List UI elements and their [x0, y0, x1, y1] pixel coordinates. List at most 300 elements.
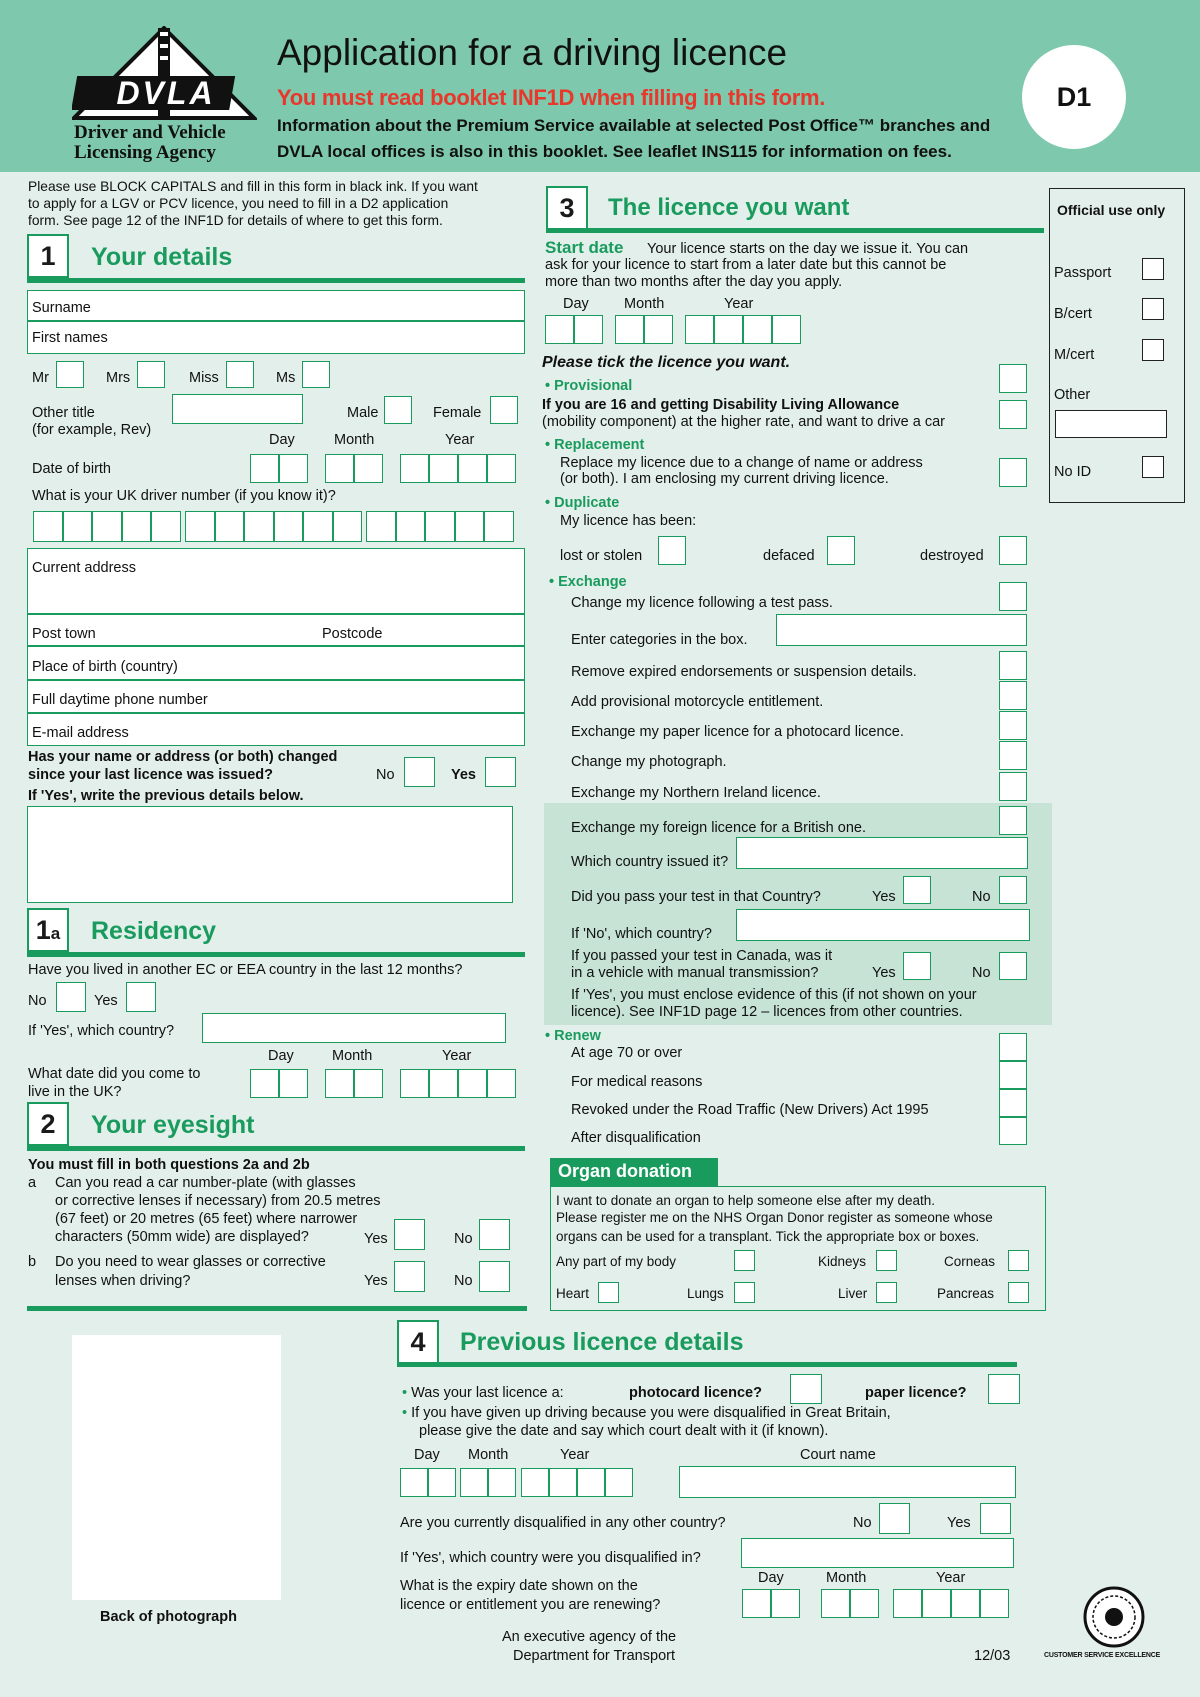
bcert-checkbox[interactable]	[1142, 298, 1164, 320]
pass-test-yes-label: Yes	[872, 889, 896, 905]
lungs-checkbox[interactable]	[734, 1282, 755, 1303]
info-line-2: DVLA local offices is also in this booklet. See leaflet INS115 for information on fees.	[277, 142, 952, 161]
other-title-input[interactable]	[172, 394, 303, 424]
divider	[27, 679, 525, 681]
canada-yes-label: Yes	[872, 965, 896, 981]
digit-box[interactable]	[92, 511, 122, 542]
defaced-label: defaced	[763, 548, 815, 564]
digit-box[interactable]	[922, 1589, 951, 1618]
footer-agency-line-2: Department for Transport	[513, 1648, 675, 1664]
eyesight-b-yes-checkbox[interactable]	[394, 1261, 425, 1292]
eyesight-b-no-label: No	[454, 1273, 473, 1289]
official-use-panel	[1049, 188, 1185, 503]
section-3-title: The licence you want	[608, 194, 850, 221]
intro-line-2: to apply for a LGV or PCV licence, you need to fill in a D2 application	[28, 196, 449, 211]
digit-box[interactable]	[951, 1589, 980, 1618]
replacement-checkbox[interactable]	[999, 458, 1027, 487]
expiry-question-2: licence or entitlement you are renewing?	[400, 1597, 661, 1613]
agency-line-2: Licensing Agency	[74, 142, 216, 163]
previous-details-input[interactable]	[27, 806, 513, 903]
digit-box[interactable]	[893, 1589, 922, 1618]
section-3-number: 3	[546, 186, 588, 230]
digit-box[interactable]	[458, 454, 487, 483]
eyesight-must-label: You must fill in both questions 2a and 2b	[28, 1157, 310, 1173]
surname-label: Surname	[32, 300, 91, 316]
categories-label: Enter categories in the box.	[571, 632, 748, 648]
section-1-title: Your details	[91, 243, 233, 271]
replacement-heading: • Replacement	[545, 437, 645, 453]
logo-text: DVLA	[116, 75, 216, 111]
canada-yes-checkbox[interactable]	[903, 952, 931, 980]
disq-day-label: Day	[414, 1447, 440, 1463]
warning-text: You must read booklet INF1D when filling in this form.	[277, 85, 826, 110]
digit-box[interactable]	[400, 1468, 428, 1497]
categories-input[interactable]	[776, 614, 1027, 646]
duplicate-label: Duplicate	[554, 495, 620, 511]
exchange-test-pass-label: Change my licence following a test pass.	[571, 595, 833, 611]
eyesight-b-line-2: lenses when driving?	[55, 1273, 191, 1289]
phone-input[interactable]	[240, 682, 520, 710]
residency-question: Have you lived in another EC or EEA country in the last 12 months?	[28, 962, 463, 978]
photo-caption: Back of photograph	[100, 1609, 237, 1625]
female-label: Female	[433, 405, 482, 421]
section-4-rule	[397, 1362, 1017, 1367]
residency-country-label: If 'Yes', which country?	[28, 1023, 175, 1039]
digit-box[interactable]	[303, 511, 333, 542]
mr-checkbox[interactable]	[56, 361, 84, 388]
replacement-label: Replacement	[554, 437, 645, 453]
duplicate-heading: • Duplicate	[545, 495, 620, 511]
digit-box[interactable]	[185, 511, 215, 542]
lost-stolen-label: lost or stolen	[560, 548, 643, 564]
agency-line-1: Driver and Vehicle	[74, 122, 226, 143]
form-code-badge	[1022, 45, 1126, 149]
digit-box[interactable]	[742, 1589, 771, 1618]
current-address-input[interactable]	[160, 550, 520, 610]
intro-line-1: Please use BLOCK CAPITALS and fill in this form in black ink. If you want	[28, 179, 478, 194]
other-title-example: (for example, Rev)	[32, 422, 152, 438]
mr-label: Mr	[32, 370, 49, 386]
section-1-number: 1	[27, 234, 69, 278]
section-4-number: 4	[397, 1320, 439, 1364]
info-line-1: Information about the Premium Service available at selected Post Office™ branches and	[277, 116, 991, 135]
digit-box[interactable]	[354, 1069, 383, 1098]
digit-box[interactable]	[366, 511, 396, 542]
digit-box[interactable]	[577, 1468, 605, 1497]
digit-box[interactable]	[850, 1589, 879, 1618]
pass-test-country-label: Did you pass your test in that Country?	[571, 889, 821, 905]
digit-box[interactable]	[215, 511, 245, 542]
mcert-label: M/cert	[1054, 347, 1095, 363]
uk-date-year-label: Year	[442, 1048, 472, 1064]
digit-box[interactable]	[714, 315, 743, 344]
digit-box[interactable]	[455, 511, 485, 542]
evidence-line-1: If 'Yes', you must enclose evidence of this (if not shown on your	[571, 987, 977, 1003]
corneas-checkbox[interactable]	[1008, 1250, 1029, 1271]
residency-yes-checkbox[interactable]	[126, 982, 156, 1012]
digit-box[interactable]	[821, 1589, 850, 1618]
exchange-label: Exchange	[558, 574, 627, 590]
destroyed-label: destroyed	[920, 548, 984, 564]
photocard-checkbox[interactable]	[790, 1374, 822, 1404]
canada-no-label: No	[972, 965, 991, 981]
digit-box[interactable]	[771, 1589, 800, 1618]
current-address-label: Current address	[32, 560, 136, 576]
provisional-label: Provisional	[554, 378, 633, 394]
start-line-3: more than two months after the day you apply.	[545, 274, 843, 290]
digit-box[interactable]	[244, 511, 274, 542]
digit-box[interactable]	[274, 511, 304, 542]
if-yes-previous-label: If 'Yes', write the previous details below.	[28, 788, 304, 804]
service-excellence-text: CUSTOMER SERVICE EXCELLENCE	[1044, 1652, 1161, 1659]
other-id-label: Other	[1054, 387, 1091, 403]
digit-box[interactable]	[685, 315, 714, 344]
change-photograph-label: Change my photograph.	[571, 754, 727, 770]
digit-box[interactable]	[279, 1069, 308, 1098]
if-no-country-label: If 'No', which country?	[571, 926, 712, 942]
male-checkbox[interactable]	[384, 396, 412, 424]
digit-box[interactable]	[63, 511, 93, 542]
organ-line-2: Please register me on the NHS Organ Donor register as someone whose	[556, 1210, 993, 1225]
tick-instruction: Please tick the licence you want.	[542, 354, 791, 371]
eyesight-a-line-3: (67 feet) or 20 metres (65 feet) where narrower	[55, 1211, 358, 1227]
paper-to-photocard-checkbox[interactable]	[999, 711, 1027, 740]
no-id-label: No ID	[1054, 464, 1092, 480]
eyesight-b-line-1: Do you need to wear glasses or corrective	[55, 1254, 326, 1270]
which-country-issued-label: Which country issued it?	[571, 854, 729, 870]
postcode-label: Postcode	[322, 626, 383, 642]
start-day-label: Day	[563, 296, 589, 312]
digit-box[interactable]	[333, 511, 363, 542]
court-name-input[interactable]	[679, 1466, 1016, 1498]
disq-year-label: Year	[560, 1447, 590, 1463]
passport-checkbox[interactable]	[1142, 258, 1164, 280]
lungs-label: Lungs	[687, 1286, 724, 1301]
eyesight-b-letter: b	[28, 1254, 37, 1270]
digit-box[interactable]	[615, 315, 644, 344]
country-issued-input[interactable]	[736, 837, 1028, 869]
court-name-label: Court name	[800, 1447, 876, 1463]
changed-yes-label: Yes	[451, 767, 476, 783]
other-title-label: Other title	[32, 405, 95, 421]
digit-box[interactable]	[980, 1589, 1009, 1618]
organ-line-1: I want to donate an organ to help someone else after my death.	[556, 1193, 935, 1208]
renew-70-checkbox[interactable]	[999, 1033, 1027, 1061]
renew-medical-checkbox[interactable]	[999, 1061, 1027, 1089]
digit-box[interactable]	[429, 1069, 458, 1098]
uk-date-question-1: What date did you come to	[28, 1066, 201, 1082]
email-input[interactable]	[145, 715, 520, 743]
heart-label: Heart	[556, 1286, 590, 1301]
section-2-bottom-rule	[27, 1306, 527, 1311]
liver-checkbox[interactable]	[876, 1282, 897, 1303]
canada-line-2: in a vehicle with manual transmission?	[571, 965, 819, 981]
mcert-checkbox[interactable]	[1142, 339, 1164, 361]
change-photograph-checkbox[interactable]	[999, 741, 1027, 770]
add-motorcycle-label: Add provisional motorcycle entitlement.	[571, 694, 824, 710]
dob-label: Date of birth	[32, 461, 111, 477]
digit-box[interactable]	[428, 1468, 456, 1497]
service-excellence-icon	[1082, 1585, 1146, 1649]
dob-year-label: Year	[445, 432, 475, 448]
defaced-checkbox[interactable]	[827, 536, 855, 565]
provisional-heading: • Provisional	[545, 378, 633, 394]
digit-box[interactable]	[396, 511, 426, 542]
form-code: D1	[1056, 82, 1092, 112]
disqualified-gb-line-2: please give the date and say which court dealt with it (if known).	[419, 1423, 829, 1439]
passport-label: Passport	[1054, 265, 1112, 281]
digit-box[interactable]	[545, 315, 574, 344]
kidneys-label: Kidneys	[818, 1254, 867, 1269]
start-year-label: Year	[724, 296, 754, 312]
section-2-title: Your eyesight	[91, 1111, 255, 1139]
changed-no-checkbox[interactable]	[404, 757, 435, 787]
place-of-birth-input[interactable]	[200, 648, 520, 677]
residency-country-input[interactable]	[202, 1013, 506, 1043]
digit-box[interactable]	[644, 315, 673, 344]
changed-question-line-1: Has your name or address (or both) changed	[28, 749, 338, 765]
official-use-title: Official use only	[1057, 202, 1166, 218]
provisional-dla-line-1: If you are 16 and getting Disability Living Allowance	[542, 397, 900, 413]
surname-input[interactable]	[120, 292, 520, 318]
digit-box[interactable]	[574, 315, 603, 344]
provisional-dla-checkbox[interactable]	[999, 400, 1027, 429]
duplicate-line: My licence has been:	[560, 513, 697, 529]
if-no-country-input[interactable]	[736, 909, 1030, 941]
disqualified-country-label: If 'Yes', which country were you disqualified in?	[400, 1550, 701, 1566]
digit-box[interactable]	[743, 315, 772, 344]
mrs-label: Mrs	[106, 370, 131, 386]
digit-box[interactable]	[487, 454, 516, 483]
any-part-checkbox[interactable]	[734, 1250, 755, 1271]
header-band	[0, 0, 1200, 172]
residency-no-label: No	[28, 993, 47, 1009]
digit-box[interactable]	[250, 454, 279, 483]
post-town-label: Post town	[32, 626, 96, 642]
uk-date-question-2: live in the UK?	[28, 1084, 122, 1100]
organ-donation-title: Organ donation	[558, 1161, 692, 1181]
canada-no-checkbox[interactable]	[999, 952, 1027, 980]
dob-day-label: Day	[269, 432, 295, 448]
photocard-label: photocard licence?	[629, 1385, 762, 1401]
disqualified-other-question: Are you currently disqualified in any other country?	[400, 1515, 726, 1531]
paper-to-photocard-label: Exchange my paper licence for a photocard licence.	[571, 724, 904, 740]
changed-no-label: No	[376, 767, 395, 783]
eyesight-a-line-2: or corrective lenses if necessary) from 20.5 metres	[55, 1193, 381, 1209]
section-1a-suffix: a	[50, 924, 61, 943]
digit-box[interactable]	[250, 1069, 279, 1098]
disqualified-other-yes-checkbox[interactable]	[980, 1503, 1011, 1534]
residency-yes-label: Yes	[94, 993, 118, 1009]
section-1a-title: Residency	[91, 917, 217, 945]
last-licence-question: • Was your last licence a:	[402, 1385, 564, 1401]
digit-box[interactable]	[325, 454, 354, 483]
paper-checkbox[interactable]	[988, 1374, 1020, 1404]
replacement-line-2: (or both). I am enclosing my current driving licence.	[560, 471, 889, 487]
remove-endorsements-label: Remove expired endorsements or suspension details.	[571, 664, 917, 680]
liver-label: Liver	[838, 1286, 868, 1301]
section-2-number: 2	[27, 1102, 69, 1146]
no-id-checkbox[interactable]	[1142, 456, 1164, 478]
renew-disqualification-checkbox[interactable]	[999, 1117, 1027, 1145]
photo-area	[72, 1335, 281, 1600]
digit-box[interactable]	[425, 511, 455, 542]
miss-checkbox[interactable]	[226, 361, 254, 388]
postcode-input[interactable]	[395, 616, 520, 643]
renew-disqualification-label: After disqualification	[571, 1130, 701, 1146]
digit-box[interactable]	[122, 511, 152, 542]
changed-yes-checkbox[interactable]	[485, 757, 516, 787]
eyesight-a-no-checkbox[interactable]	[479, 1219, 510, 1250]
pass-test-no-label: No	[972, 889, 991, 905]
digit-box[interactable]	[488, 1468, 516, 1497]
exchange-heading: • Exchange	[549, 574, 627, 590]
digit-box[interactable]	[429, 454, 458, 483]
mrs-checkbox[interactable]	[137, 361, 165, 388]
replacement-line-1: Replace my licence due to a change of name or address	[560, 455, 923, 471]
miss-label: Miss	[189, 370, 219, 386]
eyesight-a-yes-checkbox[interactable]	[394, 1219, 425, 1250]
digit-box[interactable]	[772, 315, 801, 344]
expiry-day-label: Day	[758, 1570, 784, 1586]
northern-ireland-label: Exchange my Northern Ireland licence.	[571, 785, 821, 801]
digit-box[interactable]	[33, 511, 63, 542]
phone-label: Full daytime phone number	[32, 692, 208, 708]
female-checkbox[interactable]	[490, 396, 518, 424]
other-id-input[interactable]	[1055, 410, 1167, 438]
renew-70-label: At age 70 or over	[571, 1045, 683, 1061]
section-1a-number	[27, 908, 69, 952]
divider	[27, 645, 525, 647]
eyesight-a-yes-label: Yes	[364, 1231, 388, 1247]
male-label: Male	[347, 405, 379, 421]
ms-checkbox[interactable]	[302, 361, 330, 388]
disqualified-gb-text-1: If you have given up driving because you were disqualified in Great Britain,	[411, 1405, 891, 1421]
digit-box[interactable]	[400, 454, 429, 483]
section-4-title: Previous licence details	[460, 1328, 744, 1356]
email-label: E-mail address	[32, 725, 129, 741]
footer-agency-line-1: An executive agency of the	[502, 1629, 677, 1645]
pass-test-no-checkbox[interactable]	[999, 876, 1027, 904]
kidneys-checkbox[interactable]	[876, 1250, 897, 1271]
dvla-logo	[72, 26, 257, 122]
digit-box[interactable]	[605, 1468, 633, 1497]
digit-box[interactable]	[151, 511, 181, 542]
ms-label: Ms	[276, 370, 296, 386]
eyesight-b-yes-label: Yes	[364, 1273, 388, 1289]
paper-label: paper licence?	[865, 1385, 967, 1401]
dob-month-label: Month	[334, 432, 375, 448]
start-month-label: Month	[624, 296, 665, 312]
pancreas-label: Pancreas	[937, 1286, 995, 1301]
eyesight-b-no-checkbox[interactable]	[479, 1261, 510, 1292]
provisional-checkbox[interactable]	[999, 364, 1027, 393]
foreign-licence-checkbox[interactable]	[999, 806, 1027, 835]
start-date-label: Start date	[545, 238, 624, 257]
intro-line-3: form. See page 12 of the INF1D for details of where to get this form.	[28, 213, 443, 228]
changed-question-line-2: since your last licence was issued?	[28, 767, 273, 783]
section-1a-rule	[27, 952, 525, 957]
disqualified-other-no-label: No	[853, 1515, 872, 1531]
section-1-rule	[27, 278, 525, 283]
driver-number-label: What is your UK driver number (if you know it)?	[32, 488, 336, 504]
renew-revoked-label: Revoked under the Road Traffic (New Drivers) Act 1995	[571, 1102, 929, 1118]
divider	[27, 712, 525, 714]
canada-line-1: If you passed your test in Canada, was it	[571, 948, 833, 964]
last-licence-label: Was your last licence a:	[411, 1385, 564, 1401]
renew-label: Renew	[554, 1028, 601, 1044]
eyesight-a-no-label: No	[454, 1231, 473, 1247]
renew-medical-label: For medical reasons	[571, 1074, 703, 1090]
digit-box[interactable]	[354, 454, 383, 483]
foreign-licence-label: Exchange my foreign licence for a British one.	[571, 820, 866, 836]
digit-box[interactable]	[279, 454, 308, 483]
renew-heading: • Renew	[545, 1028, 601, 1044]
uk-date-day-label: Day	[268, 1048, 294, 1064]
expiry-question-1: What is the expiry date shown on the	[400, 1578, 638, 1594]
renew-revoked-checkbox[interactable]	[999, 1089, 1027, 1117]
organ-line-3: organs can be used for a transplant. Tick the appropriate box or boxes.	[556, 1229, 980, 1244]
provisional-dla-line-2: (mobility component) at the higher rate, and want to drive a car	[542, 414, 945, 430]
section-2-rule	[27, 1146, 525, 1151]
uk-date-month-label: Month	[332, 1048, 373, 1064]
disqualified-other-no-checkbox[interactable]	[879, 1503, 910, 1534]
northern-ireland-checkbox[interactable]	[999, 772, 1027, 801]
section-1a-num: 1	[35, 915, 51, 945]
section-3-rule	[546, 228, 1044, 233]
digit-box[interactable]	[487, 1069, 516, 1098]
start-line-2: ask for your licence to start from a later date but this cannot be	[545, 257, 947, 273]
add-motorcycle-checkbox[interactable]	[999, 681, 1027, 710]
bcert-label: B/cert	[1054, 306, 1092, 322]
heart-checkbox[interactable]	[598, 1282, 619, 1303]
lost-stolen-checkbox[interactable]	[658, 536, 686, 565]
digit-box[interactable]	[458, 1069, 487, 1098]
pass-test-yes-checkbox[interactable]	[903, 876, 931, 904]
digit-box[interactable]	[484, 511, 514, 542]
post-town-input[interactable]	[110, 616, 310, 643]
footer-date: 12/03	[974, 1648, 1011, 1664]
eyesight-a-letter: a	[28, 1175, 37, 1191]
destroyed-checkbox[interactable]	[999, 536, 1027, 565]
remove-endorsements-checkbox[interactable]	[999, 651, 1027, 680]
disqualified-gb-line-1: • If you have given up driving because you were disqualified in Great Britain,	[402, 1405, 891, 1421]
exchange-test-pass-checkbox[interactable]	[999, 582, 1027, 611]
place-of-birth-label: Place of birth (country)	[32, 659, 178, 675]
eyesight-a-line-1: Can you read a car number-plate (with glasses	[55, 1175, 356, 1191]
eyesight-a-line-4: characters (50mm wide) are displayed?	[55, 1229, 309, 1245]
pancreas-checkbox[interactable]	[1008, 1282, 1029, 1303]
digit-box[interactable]	[460, 1468, 488, 1497]
first-names-label: First names	[32, 330, 108, 346]
digit-box[interactable]	[521, 1468, 549, 1497]
divider	[27, 320, 525, 322]
any-part-label: Any part of my body	[556, 1254, 677, 1269]
digit-box[interactable]	[400, 1069, 429, 1098]
residency-no-checkbox[interactable]	[56, 982, 86, 1012]
digit-box[interactable]	[325, 1069, 354, 1098]
digit-box[interactable]	[549, 1468, 577, 1497]
expiry-month-label: Month	[826, 1570, 867, 1586]
divider	[27, 613, 525, 615]
evidence-line-2: licence). See INF1D page 12 – licences from other countries.	[571, 1004, 963, 1020]
first-names-input[interactable]	[140, 323, 520, 351]
corneas-label: Corneas	[944, 1254, 996, 1269]
expiry-year-label: Year	[936, 1570, 966, 1586]
start-line-1: Your licence starts on the day we issue it. You can	[647, 241, 969, 257]
disqualified-country-input[interactable]	[741, 1538, 1014, 1568]
disqualified-other-yes-label: Yes	[947, 1515, 971, 1531]
